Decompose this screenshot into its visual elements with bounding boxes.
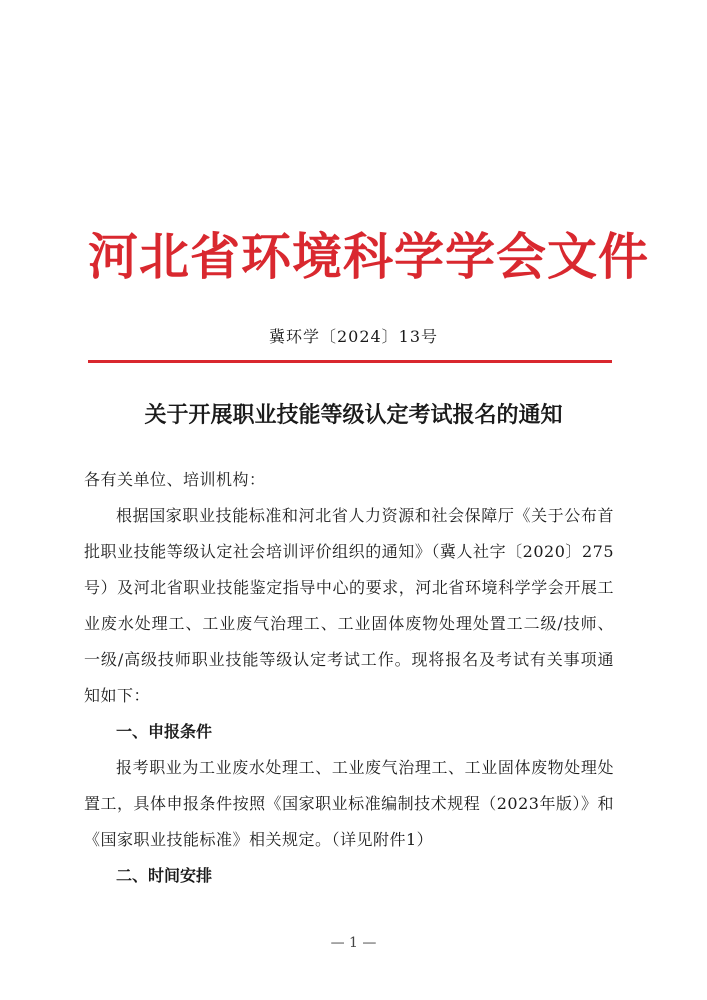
paragraph-requirements: 报考职业为工业废水处理工、工业废气治理工、工业固体废物处理处置工，具体申报条件按照《国家职业标准编制技术规程（2023年版）》和《国家职业技能标准》相关规定。（详见附件1）	[84, 758, 614, 849]
salutation: 各有关单位、培训机构：	[84, 470, 266, 489]
section-heading-schedule: 二、时间安排	[116, 866, 213, 885]
document-number: 冀环学〔2024〕13号	[268, 327, 439, 346]
section-heading-requirements: 一、申报条件	[116, 722, 213, 741]
notice-title: 关于开展职业技能等级认定考试报名的通知	[144, 402, 563, 428]
paragraph-intro: 根据国家职业技能标准和河北省人力资源和社会保障厅《关于公布首批职业技能等级认定社会培训评价组织的通知》（冀人社字〔2020〕275号）及河北省职业技能鉴定指导中心的要求，河北省环境科学学会开展工业废水处理工、工业废气治理工、工业固体废物处理处置工二级/技师、一级/高级技师职业技能等级认定考试工作。现将报名及考试有关事项通知如下：	[84, 506, 614, 705]
red-divider-line	[88, 360, 612, 363]
notice-body	[84, 462, 614, 894]
page-number: — 1 —	[330, 935, 377, 951]
masthead-title: 河北省环境科学学会文件	[88, 227, 649, 286]
